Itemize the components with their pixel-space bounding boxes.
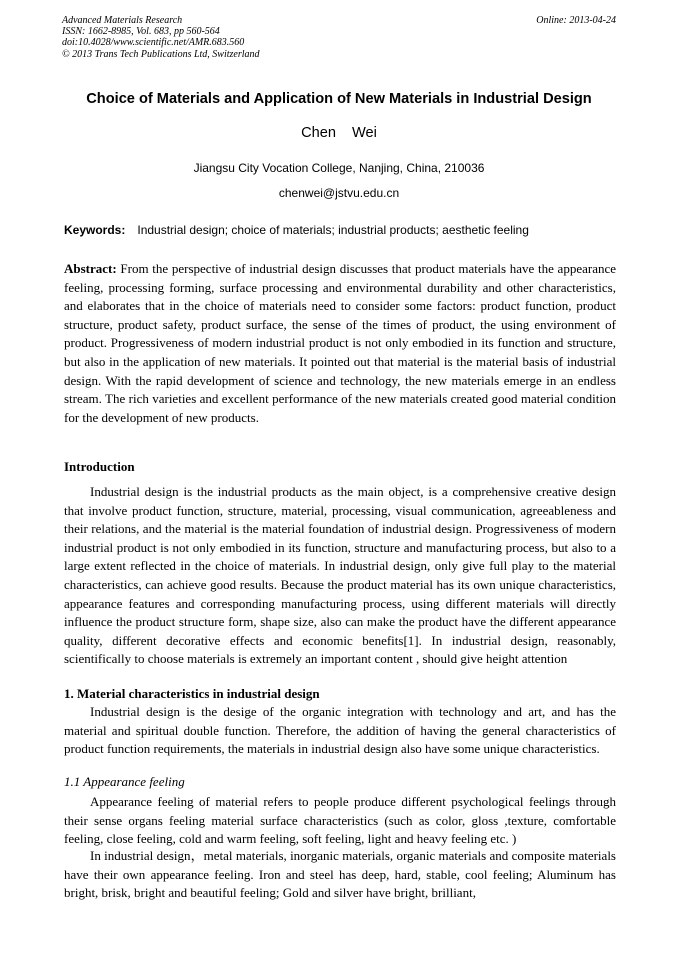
section-1-paragraph: Industrial design is the desige of the organic integration with technology and art, and has the material and spiritual double function. Therefore, the addition of having the general characteristics of product function requirements, the materials in industrial design also have some unique characteristics.: [64, 704, 616, 757]
journal-header: [62, 15, 616, 60]
affiliation: Jiangsu City Vocation College, Nanjing, China, 210036: [193, 161, 485, 175]
author-email: chenwei@jstvu.edu.cn: [278, 186, 400, 200]
keywords-text: Industrial design; choice of materials; industrial products; aesthetic feeling: [137, 223, 529, 237]
copyright-line: © 2013 Trans Tech Publications Ltd, Switzerland: [62, 48, 260, 60]
issn-line: ISSN: 1662-8985, Vol. 683, pp 560-564: [62, 26, 220, 38]
keywords: [64, 223, 616, 237]
abstract-label: Abstract:: [64, 261, 117, 276]
subsection-1-1-paragraph-2: In industrial design，metal materials, inorganic materials, organic materials and composite materials have their own appearance feeling. Iron and steel has deep, hard, stable, cool feeling; Aluminum has bright, brisk, bright and beautiful feeling; Gold and silver have bright, brilliant,: [64, 848, 616, 901]
introduction-paragraph: Industrial design is the industrial products as the main object, is a comprehensive creative design that involve product function, structure, material, processing, visual communication, agreeableness and their relations, and the material is the material foundation of industrial design. Progressiveness of modern industrial product is not only embodied in its function, structure and manufacturing process, but also to a large extent reflected in the choice of materials. In industrial design, only give full play to the material characteristics, can achieve good results. Because the product material has its own unique characteristics, appearance features and corresponding manufacturing process, using different materials will directly influence the product structure form, shape size, also can make the product have the different appearance quality, different decorative effects and economic benefits[1]. In industrial design, reasonably, scientifically to choose materials is extremely an important content , should give height attention: [64, 484, 616, 667]
section-1-heading: 1. Material characteristics in industrial design: [64, 686, 320, 701]
abstract: [64, 260, 616, 427]
journal-name: Advanced Materials Research: [62, 15, 183, 26]
abstract-text: From the perspective of industrial design discusses that product materials have the appearance feeling, processing forming, surface processing and environmental durability and other characteristics, and elaborates that in the choice of materials need to consider some factors: product function, product structure, product safety, product surface, the sense of the times of product, the using environment of product. Progressiveness of modern industrial product is not only embodied in its function and structure, but also in the application of new materials. It pointed out that material is the material basis of industrial design. With the rapid development of science and technology, the new materials emerge in an endless stream. The rich varieties and excellent performance of the new materials created good material condition for the development of new products.: [64, 261, 617, 425]
doi-line: doi:10.4028/www.scientific.net/AMR.683.560: [62, 37, 245, 49]
online-date: Online: 2013-04-24: [536, 15, 616, 26]
paper-title: Choice of Materials and Application of New Materials in Industrial Design: [86, 91, 592, 107]
subsection-1-1-heading: 1.1 Appearance feeling: [64, 774, 185, 789]
keywords-label: Keywords:: [64, 223, 126, 237]
author-name: Chen Wei: [301, 125, 377, 141]
introduction-heading: Introduction: [64, 459, 135, 474]
subsection-1-1-paragraph-1: Appearance feeling of material refers to people produce different psychological feelings through their sense organs feeling material surface characteristics (such as color, gloss ,texture, comfortable feeling, close feeling, cold and warm feeling, soft feeling, light and heavy feeling etc. ): [64, 794, 616, 847]
